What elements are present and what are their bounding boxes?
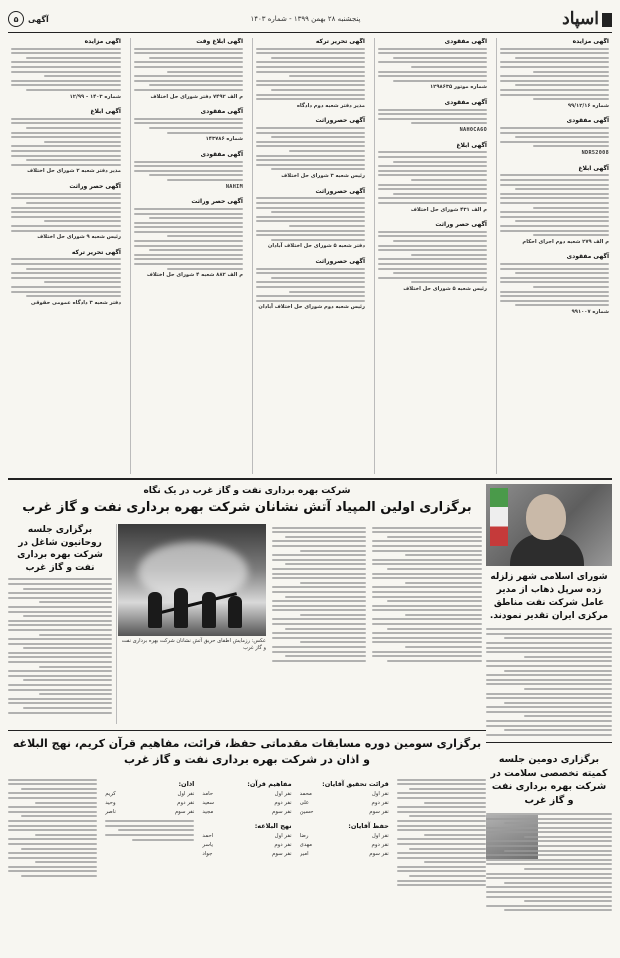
notice-signature: م الف ۲۷۹ شعبه دوم اجرای احکام [522, 238, 609, 245]
winner-row: نفر اول حامد [202, 791, 292, 797]
notice-title: آگهی ابلاغ [90, 108, 121, 116]
notice [500, 117, 609, 156]
notice-title: آگهی مزایده [84, 38, 121, 45]
winner-row: نفر دوم مهدی [299, 841, 389, 848]
story-column-2 [272, 524, 366, 724]
notice-signature: شماره ۱۴۰۳ - ۱۲/۹۹ [69, 93, 121, 100]
notice-signature: رئیس شعبه دوم شورای حل اختلاف آبادان [258, 304, 365, 311]
photo-caption: عکس: رزمایش اطفای حریق آتش نشانان شرکت بهره برداری نفت و گاز غرب [121, 638, 266, 652]
winner-row: نفر دوم علی [299, 800, 389, 807]
winner-row: نفر سوم مجید [202, 809, 292, 816]
meeting-headline: برگزاری دومین جلسه کمیته تخصصی سلامت در شرکت بهره برداری نفت و گاز غرب [490, 753, 608, 807]
company-news-section [8, 484, 612, 950]
notice-title: آگهی حصروراثت [315, 117, 365, 125]
quran-headline: برگزاری سومین دوره مسابقات مقدماتی حفظ، قرائت، مفاهیم قرآن کریم، نهج البلاغه و اذان در شرکت بهره برداری نفت و گاز غرب [12, 737, 482, 766]
notice [378, 99, 487, 134]
notice-title: آگهی مزایده [572, 38, 609, 45]
winners-heading: مفاهیم قرآن: [247, 780, 292, 788]
notice-column-2 [374, 38, 490, 474]
notice-title: آگهی مفقودی [444, 99, 487, 107]
notice [134, 38, 243, 100]
notice [256, 38, 365, 109]
notice-title: آگهی حصر وراثت [435, 221, 487, 229]
notice-title: آگهی مفقودی [200, 108, 243, 116]
notice-signature: رئیس شعبه ۹ شورای حل اختلاف [37, 234, 121, 241]
notice-column-5 [8, 38, 124, 474]
notice-column-1 [496, 38, 612, 474]
notice-title: آگهی مفقودی [566, 253, 609, 261]
flag-icon [490, 488, 508, 546]
profile-headline: شورای اسلامی شهر زلزله زده سرپل ذهاب از مدیر عامل شرکت نفت مناطق مرکزی ایران تقدیر نمودند. [489, 572, 609, 622]
notice [256, 188, 365, 250]
notice-signature: شماره ۹۹۱۰۰۷ [571, 308, 609, 315]
notice [500, 165, 609, 246]
logo-mark-icon [602, 13, 612, 27]
notice-title: آگهی حصروراثت [315, 187, 365, 195]
notice-signature: مدیر دفتر شعبه ۲ شورای حل اختلاف [27, 168, 121, 175]
legal-notices [8, 38, 612, 474]
notice [134, 108, 243, 143]
winner-row: نفر اول رضا [299, 832, 389, 839]
winners-heading: حفظ آقایان: [348, 821, 389, 830]
notice [378, 38, 487, 91]
page-number: ۵ [8, 11, 24, 27]
main-story [8, 484, 486, 950]
notice-title: آگهی تحریر ترکه [315, 38, 365, 45]
winners-list [8, 776, 486, 946]
notice-signature: رئیس شعبه ۳ شورای حل اختلاف [281, 173, 365, 179]
story-kicker: شرکت بهره برداری نفت و گاز غرب در یک نگاه [143, 486, 351, 496]
notice-title: آگهی ابلاغ [456, 141, 487, 149]
notice-title: آگهی مفقودی [200, 151, 243, 158]
masthead [8, 6, 612, 33]
notice [256, 117, 365, 179]
winner-row: نفر دوم وحید [105, 800, 195, 807]
notice [500, 253, 609, 315]
notice-title: آگهی حصروراثت [315, 258, 365, 266]
notice [378, 221, 487, 292]
notice [378, 142, 487, 213]
notice-signature: م الف ۴۳۱ شورای حل اختلاف [410, 206, 487, 213]
issue-line: پنجشنبه ۲۸ بهمن ۱۳۹۹ - شماره ۱۴۰۳ [250, 15, 361, 23]
notice [11, 249, 121, 307]
notice-column-3 [252, 38, 368, 474]
notice-signature: مدیر دفتر شعبه دوم دادگاه [296, 102, 365, 109]
notice [256, 258, 365, 311]
notice-code: NAHIM [225, 183, 243, 190]
winner-row: نفر سوم امیر [299, 850, 389, 857]
notice-title: آگهی تحریر ترکه [71, 248, 121, 256]
ceo-photo [486, 484, 612, 566]
notice [11, 108, 121, 175]
notice-code: NAH0CA6O [459, 127, 487, 134]
winners-column [397, 776, 486, 946]
notice [134, 151, 243, 190]
clerics-meeting-title: برگزاری جلسه روحانیون شاغل در شرکت بهره برداری نفت و گاز غرب [17, 525, 103, 573]
winner-row: نفر اول محمد [299, 791, 389, 797]
winner-row: نفر اول کریم [105, 791, 195, 797]
notice-title: آگهی ابلاغ وقت [196, 38, 243, 45]
notice [500, 38, 609, 109]
winners-column [300, 776, 389, 946]
story-headline: برگزاری اولین المپیاد آتش نشانان شرکت بهره برداری نفت و گاز غرب [22, 500, 472, 515]
story-divider [8, 730, 486, 731]
notice-title: آگهی مفقودی [444, 38, 487, 45]
winner-row: نفر سوم حسین [299, 809, 389, 816]
right-news-column [486, 484, 612, 950]
section-divider [8, 478, 612, 480]
winner-row: نفر دوم یاسر [202, 841, 292, 848]
winner-row: نفر اول احمد [202, 832, 292, 839]
clerics-meeting-box [8, 524, 117, 724]
winners-heading: قرائت تحقیق آقایان: [322, 780, 389, 788]
notice-code: NDR52008 [581, 150, 609, 157]
notice-signature: دفتر شعبه ۵ شورای حل اختلاف آبادان [267, 243, 365, 250]
notice-signature: شماره ۹۹/۱۲/۱۶ [567, 102, 609, 109]
notice-title: آگهی حصر وراثت [191, 198, 243, 206]
notice-column-4 [130, 38, 246, 474]
notice [134, 198, 243, 279]
notice-signature: م الف ۸۸۲ شعبه ۴ شورای حل اختلاف [146, 272, 243, 279]
notice-signature: م الف ۷۴۹۲ دفتر شورای حل اختلاف [150, 93, 243, 100]
page-number-box [8, 11, 49, 27]
notice-title: آگهی حصر وراثت [69, 183, 121, 191]
newspaper-logo [562, 9, 612, 29]
winners-column [202, 776, 291, 946]
winners-column [8, 776, 97, 946]
story-column-1 [372, 524, 482, 724]
notice-signature: شماره ۱۴۳۷۸۶ [205, 136, 243, 143]
winner-row: نفر سوم جواد [202, 850, 292, 857]
firefighters-photo [118, 524, 266, 636]
winners-heading: نهج البلاغه: [254, 821, 292, 830]
logo-text: اسپاد [562, 9, 599, 29]
notice-signature: شماره موتور ۱۲۹۸۶۳۵ [429, 84, 487, 91]
notice-title: آگهی مفقودی [566, 117, 609, 125]
winner-row: نفر دوم سعید [202, 800, 292, 807]
notice-title: آگهی ابلاغ [578, 164, 609, 172]
winners-heading: اذان: [178, 780, 195, 788]
notice-signature: دفتر شعبه ۳ دادگاه عمومی حقوقی [30, 299, 121, 306]
story-body [8, 524, 486, 724]
winners-column [105, 776, 194, 946]
notice [11, 38, 121, 100]
notice [11, 183, 121, 241]
winner-row: نفر سوم ناصر [105, 809, 195, 816]
section-label: آگهی [28, 14, 49, 24]
notice-signature: رئیس شعبه ۵ شورای حل اختلاف [403, 286, 487, 292]
